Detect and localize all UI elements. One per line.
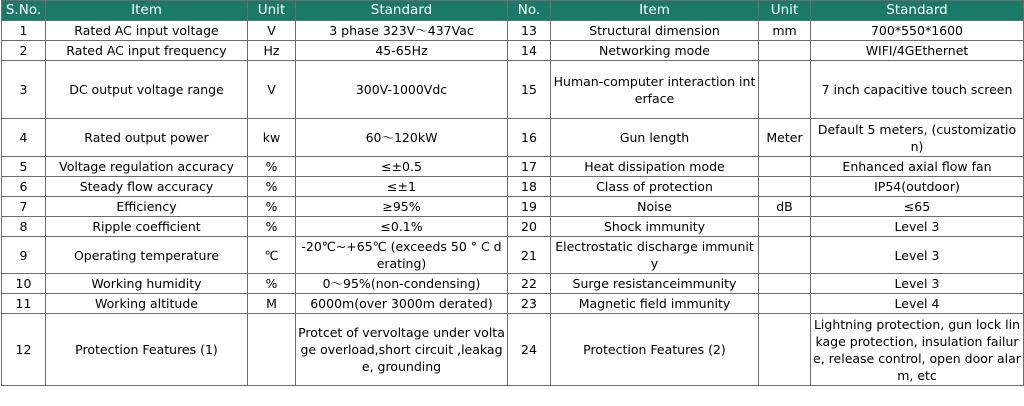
cell-no: 5 — [2, 157, 46, 177]
cell-unit-2 — [759, 177, 811, 197]
cell-unit: % — [248, 197, 296, 217]
cell-unit-2 — [759, 237, 811, 274]
table-row — [2, 294, 1024, 314]
header-sno: S.No. — [2, 1, 46, 21]
cell-no-2: 14 — [508, 41, 551, 61]
spec-table — [1, 0, 1024, 386]
cell-unit-2 — [759, 314, 811, 386]
cell-no: 6 — [2, 177, 46, 197]
cell-standard: ≤±1 — [296, 177, 508, 197]
table-row — [2, 41, 1024, 61]
cell-unit-2: mm — [759, 21, 811, 41]
cell-no-2: 22 — [508, 274, 551, 294]
cell-item: Working altitude — [46, 294, 248, 314]
cell-unit: ℃ — [248, 237, 296, 274]
cell-unit: kw — [248, 119, 296, 157]
table-row — [2, 217, 1024, 237]
cell-no: 7 — [2, 197, 46, 217]
table-row — [2, 237, 1024, 274]
cell-no-2: 24 — [508, 314, 551, 386]
cell-unit: V — [248, 61, 296, 119]
cell-no: 1 — [2, 21, 46, 41]
cell-standard-2: Level 3 — [811, 217, 1024, 237]
cell-item-2: Networking mode — [551, 41, 759, 61]
cell-no-2: 17 — [508, 157, 551, 177]
cell-unit: % — [248, 177, 296, 197]
cell-item: Rated AC input frequency — [46, 41, 248, 61]
cell-item: Protection Features (1) — [46, 314, 248, 386]
cell-no-2: 19 — [508, 197, 551, 217]
header-standard-2: Standard — [811, 1, 1024, 21]
cell-no: 10 — [2, 274, 46, 294]
cell-item: Rated output power — [46, 119, 248, 157]
cell-standard-2: Level 4 — [811, 294, 1024, 314]
cell-standard: 45-65Hz — [296, 41, 508, 61]
cell-item-2: Human-computer interaction interface — [551, 61, 759, 119]
cell-no: 3 — [2, 61, 46, 119]
header-unit-2: Unit — [759, 1, 811, 21]
cell-no: 12 — [2, 314, 46, 386]
cell-standard: 300V-1000Vdc — [296, 61, 508, 119]
table-row — [2, 21, 1024, 41]
cell-standard: 6000m(over 3000m derated) — [296, 294, 508, 314]
cell-standard: 3 phase 323V～437Vac — [296, 21, 508, 41]
cell-item-2: Gun length — [551, 119, 759, 157]
cell-item-2: Noise — [551, 197, 759, 217]
cell-standard-2: Level 3 — [811, 274, 1024, 294]
cell-item: Ripple coefficient — [46, 217, 248, 237]
cell-standard-2: 7 inch capacitive touch screen — [811, 61, 1024, 119]
cell-unit-2 — [759, 217, 811, 237]
cell-standard: 60～120kW — [296, 119, 508, 157]
cell-standard-2: ≤65 — [811, 197, 1024, 217]
cell-no: 8 — [2, 217, 46, 237]
header-item-2: Item — [551, 1, 759, 21]
cell-no-2: 23 — [508, 294, 551, 314]
cell-standard-2: Default 5 meters, (customization) — [811, 119, 1024, 157]
cell-no-2: 18 — [508, 177, 551, 197]
cell-item: Voltage regulation accuracy — [46, 157, 248, 177]
cell-item: Efficiency — [46, 197, 248, 217]
cell-standard-2: Enhanced axial flow fan — [811, 157, 1024, 177]
cell-standard: ≥95% — [296, 197, 508, 217]
cell-unit-2 — [759, 41, 811, 61]
table-row — [2, 61, 1024, 119]
cell-unit-2: dB — [759, 197, 811, 217]
cell-item: Operating temperature — [46, 237, 248, 274]
cell-unit-2: Meter — [759, 119, 811, 157]
table-row — [2, 197, 1024, 217]
header-no: No. — [508, 1, 551, 21]
cell-unit: % — [248, 157, 296, 177]
cell-unit: V — [248, 21, 296, 41]
header-row — [2, 1, 1024, 21]
cell-standard-2: Lightning protection, gun lock linkage protection, insulation failure, release control, open door alarm, etc — [811, 314, 1024, 386]
cell-standard: Protcet of vervoltage under voltage overload,short circuit ,leakage, grounding — [296, 314, 508, 386]
cell-unit: M — [248, 294, 296, 314]
cell-unit: Hz — [248, 41, 296, 61]
cell-item-2: Magnetic field immunity — [551, 294, 759, 314]
cell-standard: -20℃~+65℃ (exceeds 50 ° C derating) — [296, 237, 508, 274]
header-standard: Standard — [296, 1, 508, 21]
cell-standard: ≤0.1% — [296, 217, 508, 237]
table-row — [2, 177, 1024, 197]
cell-no: 2 — [2, 41, 46, 61]
cell-item: Rated AC input voltage — [46, 21, 248, 41]
table-row — [2, 157, 1024, 177]
cell-no-2: 13 — [508, 21, 551, 41]
cell-unit: % — [248, 274, 296, 294]
cell-item: Steady flow accuracy — [46, 177, 248, 197]
cell-standard-2: WIFI/4GEthernet — [811, 41, 1024, 61]
cell-standard-2: Level 3 — [811, 237, 1024, 274]
cell-item-2: Protection Features (2) — [551, 314, 759, 386]
cell-no-2: 15 — [508, 61, 551, 119]
cell-item-2: Structural dimension — [551, 21, 759, 41]
cell-unit-2 — [759, 157, 811, 177]
cell-item-2: Electrostatic discharge immunity — [551, 237, 759, 274]
cell-standard: ≤±0.5 — [296, 157, 508, 177]
cell-no: 11 — [2, 294, 46, 314]
cell-standard-2: 700*550*1600 — [811, 21, 1024, 41]
cell-no: 9 — [2, 237, 46, 274]
cell-unit — [248, 314, 296, 386]
cell-item: Working humidity — [46, 274, 248, 294]
cell-unit-2 — [759, 274, 811, 294]
cell-item-2: Heat dissipation mode — [551, 157, 759, 177]
cell-item-2: Surge resistanceimmunity — [551, 274, 759, 294]
table-row — [2, 119, 1024, 157]
cell-no-2: 21 — [508, 237, 551, 274]
cell-no-2: 16 — [508, 119, 551, 157]
cell-item: DC output voltage range — [46, 61, 248, 119]
table-row — [2, 314, 1024, 386]
cell-unit-2 — [759, 61, 811, 119]
header-unit: Unit — [248, 1, 296, 21]
cell-standard: 0～95%(non-condensing) — [296, 274, 508, 294]
cell-item-2: Shock immunity — [551, 217, 759, 237]
cell-no: 4 — [2, 119, 46, 157]
header-item: Item — [46, 1, 248, 21]
cell-standard-2: IP54(outdoor) — [811, 177, 1024, 197]
table-row — [2, 274, 1024, 294]
cell-unit: % — [248, 217, 296, 237]
cell-no-2: 20 — [508, 217, 551, 237]
cell-item-2: Class of protection — [551, 177, 759, 197]
cell-unit-2 — [759, 294, 811, 314]
